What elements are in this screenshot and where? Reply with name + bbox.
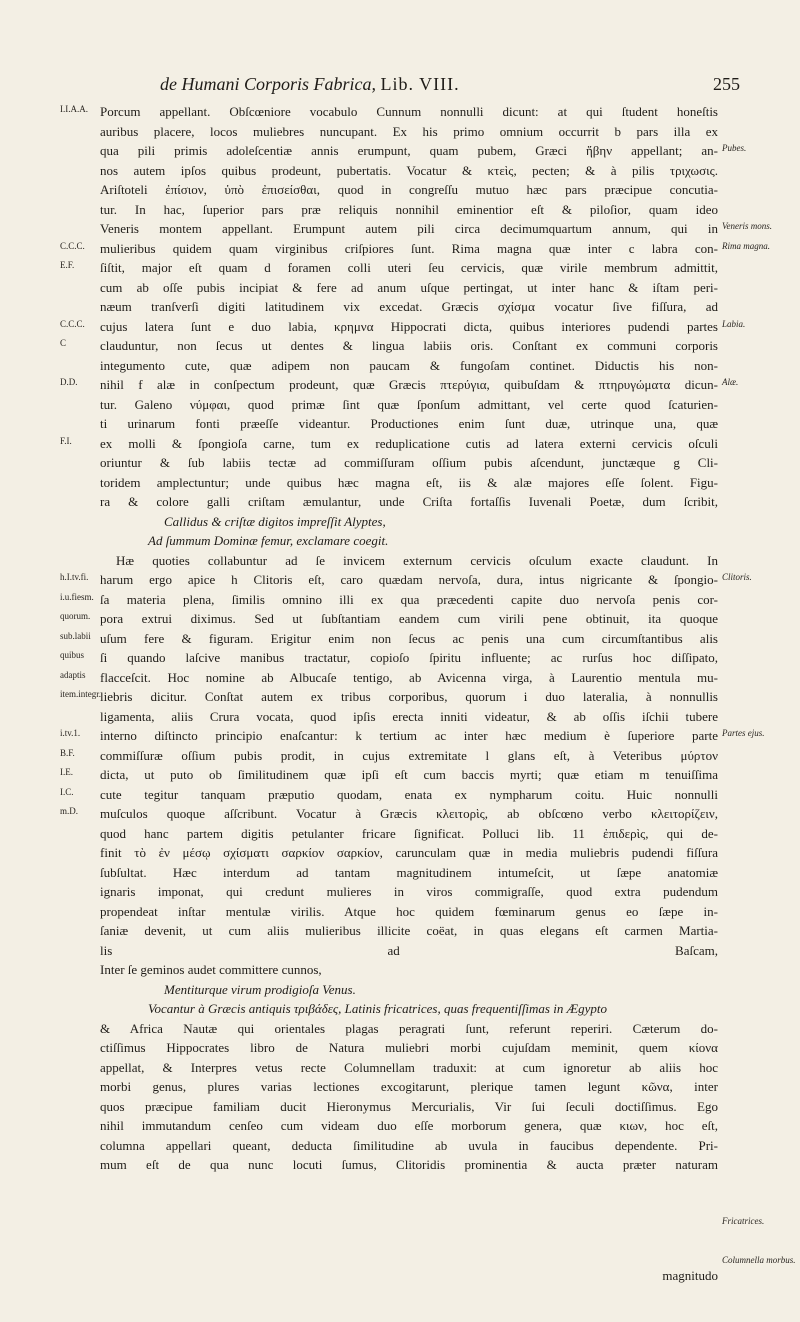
margin-reference: B.F. [60,747,75,758]
margin-note: Labia. [722,318,746,329]
text-line: oriuntur & ſub labiis tectæ ad commiſſuram oſſium pubis aſcendunt, junctæque g Cli- [100,455,718,470]
margin-reference: D.D. [60,377,78,387]
text-line: Ad ſummum Dominæ femur, exclamare coegit. [148,533,389,548]
margin-note: Columnella morbus. [722,1254,796,1265]
margin-note: Clitoris. [722,572,752,582]
text-line: appellat, & Interpres vetus recte Columnellam traduxit: at cum ignoretur ab aliis hoc [100,1059,718,1075]
text-line: commiſſuræ oſſium pubis prodit, in cujus extremitate l glans eſt, à Veteribus μύρτον [100,747,718,763]
margin-reference: E.F. [60,260,75,270]
text-line: pora extrui diximus. Sed ut ſubſtantiam eandem cum virili pene obtinuit, ita quoque [100,611,718,626]
text-line: Veneris montem appellant. Erumpunt autem pili circa decimumquartum annum, qui in [100,221,718,236]
text-line: clauduntur, non ſecus ut dentes & lingua labiis oris. Conſtant ex communi corporis [100,338,718,353]
text-line: liebris dicitur. Conſtat autem ex tribus corporibus, quorum i duo lateralia, à nonnullis [100,689,718,704]
margin-reference: F.I. [60,435,72,446]
running-title: de Humani Corporis Fabrica, Lib. VIII. [160,74,460,94]
text-line: ra & colore galli criſtam æmulantur, unde Criſta fortaſſis Iuvenali Poetæ, dum ſcribit, [100,494,718,509]
margin-reference: I.I.A.A. [60,104,88,114]
text-line: ſiſtit, major eſt quam d foramen colli uteri ſeu cervicis, quæ virile membrum admittit, [100,260,718,275]
text-line: muſculos quoque aſſcribunt. Vocatur à Græcis κλειτορὶς, ab obſcœno verbo κλειτορίζειν, [100,806,718,821]
margin-reference: sub.labii [60,630,91,641]
margin-reference: adaptis [60,669,86,680]
text-line: Porcum appellant. Obſcœniore vocabulo Cunnum nonnulli dicunt: at qui ſtudent honeſtis [100,104,718,119]
text-line: cute tegitur tanquam præputio quodam, enata ex nympharum coitu. Huic nonnulli [100,786,718,802]
text-line: quod hanc partem digitis petulanter fricare ſignificat. Polluci lib. 11 ἐπιδερὶς, qui de- [100,825,718,841]
margin-reference: quibus [60,650,85,660]
text-line: ctiſſimus Hippocrates libro de Natura muliebri morbi cujuſdam meminit, quem κίονα [100,1040,718,1055]
text-line: harum ergo apice h Clitoris eſt, caro quædam nervoſa, dura, intus nigricante & ſpongio- [100,572,718,587]
text-line: & Africa Nautæ qui orientales plagas peragrati ſunt, referunt reperiri. Cæterum do- [100,1020,718,1036]
margin-reference: C [60,338,67,348]
text-line: Mentiturque virum prodigioſa Venus. [164,981,356,997]
text-line: ligamenta, aliis Crura vocata, quod ipſis erecta inniti videatur, & ab oſſis iſchii tubere [100,708,718,724]
text-line: Callidus & criſtæ digitos impreſſit Alyptes, [164,513,386,529]
text-line: Inter ſe geminos audet committere cunnos, [100,962,322,977]
text-line: interno diſtincto principio enaſcantur: k tertium ac inter hæc medium è ſuperiore parte [100,728,718,743]
text-line: flacceſcit. Hoc nomine ab Albucaſe tentigo, ab Avicenna virga, à Laurentio mentula mu- [100,669,718,685]
text-line: ex molli & ſpongioſa carne, tum ex reduplicatione cutis ad latera externi cervicis oſculi [100,435,718,451]
margin-note: Pubes. [722,143,747,153]
catchword: magnitudo [662,1268,718,1283]
text-line: auribus placere, locos muliebres nuncupant. Ex his primo omnium occurrit b pars illa ex [100,123,718,139]
margin-reference: i.u.fiesm. [60,591,94,602]
margin-reference: I.C. [60,786,74,797]
margin-reference: quorum. [60,611,91,621]
margin-reference: C.C.C. [60,240,85,251]
text-line: nos autem ipſos quibus prodeunt, pubertatis. Vocatur & κτεὶς, pecten; & à pilis τριχωσις. [100,162,718,178]
text-line: ſa materia plena, ſimilis omnino illi ex qua præcedenti capite duo nervoſa penis cor- [100,591,718,607]
text-line: næum tranſverſi digiti latitudinem vix excedat. Græcis σχίσμα vocatur ſive fiſſura, ad [100,299,718,314]
main-text-block [100,102,718,1175]
margin-note: Partes ejus. [722,728,765,738]
page-number: 255 [713,74,740,94]
running-header [100,74,740,96]
text-line: propendeat inſtar mentulæ virilis. Atque hoc quidem fœminarum genus eo ſæpe in- [100,903,718,919]
text-line: nihil immutandum cenſeo cum videam duo eſſe morborum genera, quæ κιων, hoc eſt, [100,1118,718,1133]
margin-reference: m.D. [60,806,78,816]
text-line: lis ad Baſcam, [100,942,718,958]
text-line: nihil f alæ in conſpectum prodeunt, quæ Græcis πτερύγια, quibuſdam & πτηρυγώματα dicun- [100,377,718,392]
text-line: integumento cute, quæ adipem non paucam & fungoſam continet. Diductis his non- [100,357,718,373]
right-margin-notes [722,100,798,1300]
text-line: uſum fere & figuram. Erigitur enim non ſecus ac penis una cum circumſtantibus alis [100,630,718,646]
text-line: Vocantur à Græcis antiquis τριβάδες, Latinis fricatrices, quas frequentiſſimas in Ægypto [148,1001,608,1016]
text-line: dicta, ut puto ob ſimilitudinem quæ ipſi eſt cum baccis myrti; quæ etiam m tenuiſſima [100,767,718,782]
text-line: columna appellari queant, deducta ſimilitudine ab uvula in faucibus dependente. Pri- [100,1137,718,1153]
margin-reference: item.integr. [60,689,101,699]
left-margin-references [6,100,101,1300]
text-line: ſi quando laſcive manibus tractatur, copioſo ſpiritu influente; ac rurſus hoc diſſipato, [100,650,718,665]
text-line: Hæ quoties collabuntur ad ſe invicem externum cervicis oſculum exacte claudunt. In [116,552,718,568]
text-line: mum eſt de qua nunc locuti ſumus, Clitoridis prominentia & aucta præter naturam [100,1157,718,1172]
text-line: tur. Galeno νύμφαι, quod primæ ſint quæ ſponſum admittant, vel certe quod ſcaturien- [100,396,718,412]
text-line: cum ab oſſe pubis incipiat & fere ad anum uſque pertingat, ut inter hanc & iſtam peri- [100,279,718,295]
text-line: tur. In hac, ſuperior pars præ reliquis nonnihil eminentior eſt & piloſior, quam ideo [100,201,718,217]
margin-note: Veneris mons. [722,221,772,231]
text-line: finit τὸ ἐν μέσῳ σχίσματι σαρκίον σαρκίον, carunculam quæ in media muliebris pudendi fiſſura [100,845,718,860]
margin-reference: C.C.C. [60,318,85,329]
text-line: morbi genus, plures varias lectiones excogitarunt, plerique tamen legunt κῶνα, inter [100,1079,718,1094]
text-line: quos præcipue familiam ducit Hieronymus Mercurialis, Vir ſui ſeculi doctiſſimus. Ego [100,1098,718,1114]
margin-note: Rima magna. [722,240,770,251]
margin-reference: i.tv.1. [60,728,81,738]
margin-note: Alæ. [722,377,739,387]
text-line: mulieribus quidem quam virginibus criſpiores ſunt. Rima magna quæ inter c labra con- [100,240,718,256]
margin-reference: I.E. [60,767,73,777]
text-line: ti urinarum fonti præeſſe videantur. Productiones enim ſunt duæ, utrinque una, quæ [100,416,718,431]
text-line: qua pili primis adoleſcentiæ annis erumpunt, quam pubem, Græci ἥβην appellant; an- [100,143,718,158]
text-line: ſubſultat. Hæc interdum ad tantam magnitudinem intumeſcit, ut ſæpe anatomiæ [100,864,718,880]
margin-note: Fricatrices. [722,1215,765,1226]
text-line: ſaniæ devenit, ut cum aliis mulieribus illicite coëat, in quas elegans eſt carmen Martia- [100,923,718,938]
text-line: Ariſtoteli ἐπίσιον, ὑπὸ ἐπισείσθαι, quod in congreſſu mutuo hæc pars præcipue concutia- [100,182,718,197]
book-number: Lib. VIII. [380,74,460,94]
text-line: ignaris imponat, qui credunt mulieres in viros commigraſſe, quod extra pudendum [100,884,718,899]
text-line: toridem amplectuntur; unde quibus hæc magna eſt, iis & alæ majores eſſe ſolent. Figu- [100,474,718,490]
text-line: cujus latera ſunt e duo labia, κρημνα Hippocrati dicta, quibus interiores pudendi partes [100,318,718,334]
margin-reference: h.I.tv.fi. [60,572,89,582]
